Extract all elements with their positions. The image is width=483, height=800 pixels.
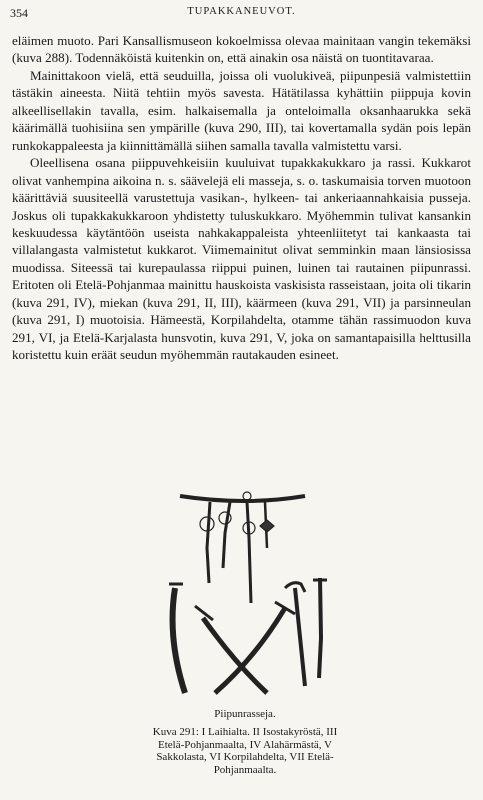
caption-text: Kuva 291: I Laihialta. II Isostakyröstä, III Etelä-Pohjanmaalta, IV Alahärmästä, V Sakkolasta, VI Korpilahdelta, VII Etelä-Pohjanmaalta. (152, 726, 338, 776)
paragraph: Oleellisena osana piippuvehkeisiin kuuluivat tupakkakukkaro ja rassi. Kukkarot olivat vanhempina aikoina n. s. säävelejä eli masseja, s. o. taskumaisia torven muotoon käärittäviä suusiteellä varustettuja vasikan-, hylkeen- tai ankeriaannahkaisia pusseja. Joskus oli tupakkakukkaroon yhdistetty tuluskukkaro. Myöhemmin tulivat kansankin keskuudessa käytäntöön useista nahkakappaleista yhteenliitetyt tai kankaasta tai villalangasta valmistetut kukkarot. Viimemainitut olivat semminkin maan länsiosissa muodissa. Siteessä tai kurepaulassa riippui puinen, luinen tai rautainen piipunrassi. Eritoten oli Etelä-Pohjanmaa mainittu hauskoista vaskisista rasseistaan, joita oli tikarin (kuva 291, IV), miekan (kuva 291, II, III), käärmeen (kuva 291, VII) ja parsinneulan (kuva 291, I) muotoisia. Hämeestä, Korpilahdelta, otamme tähän rassimuodon kuva 291, VI, ja Etelä-Karjalasta hunsvotin, kuva 291, V, joka on samantapaisilla helttusilla koristettu kuin eräät seudun myöhemmän rautakauden esineet. (12, 155, 471, 363)
caption-title: Piipunrasseja. (214, 708, 276, 720)
page-header (10, 6, 473, 22)
body-text (12, 32, 471, 364)
paragraph: eläimen muoto. Pari Kansallismuseon kokoelmissa olevaa mainitaan vangin tekemäksi (kuva 288). Todennäköistä kuitenkin on, että ainakin osa näistä on tuontitavaraa. (12, 33, 471, 66)
figure-caption (140, 708, 350, 776)
page-number: 354 (10, 6, 28, 20)
running-title: TUPAKKANEUVOT. (187, 6, 296, 17)
pipe-picks-illustration (155, 488, 340, 698)
paragraph: Mainittakoon vielä, että seuduilla, joissa oli vuolukiveä, piipunpesiä valmistettiin tästäkin aineesta. Niitä tehtiin myös savesta. Hätätilassa kyhättiin piippuja kovin alkeellisellakin tavalla, esim. halkaisemalla ja onteloimalla oksanhaarukka sekä käärimällä tuohisiina sen ympärille (kuva 290, III), tai kovertamalla sydän pois lepän runkokappaleesta ja kiinnittämällä siihen samalla tavalla valmistettu varsi. (12, 67, 471, 153)
